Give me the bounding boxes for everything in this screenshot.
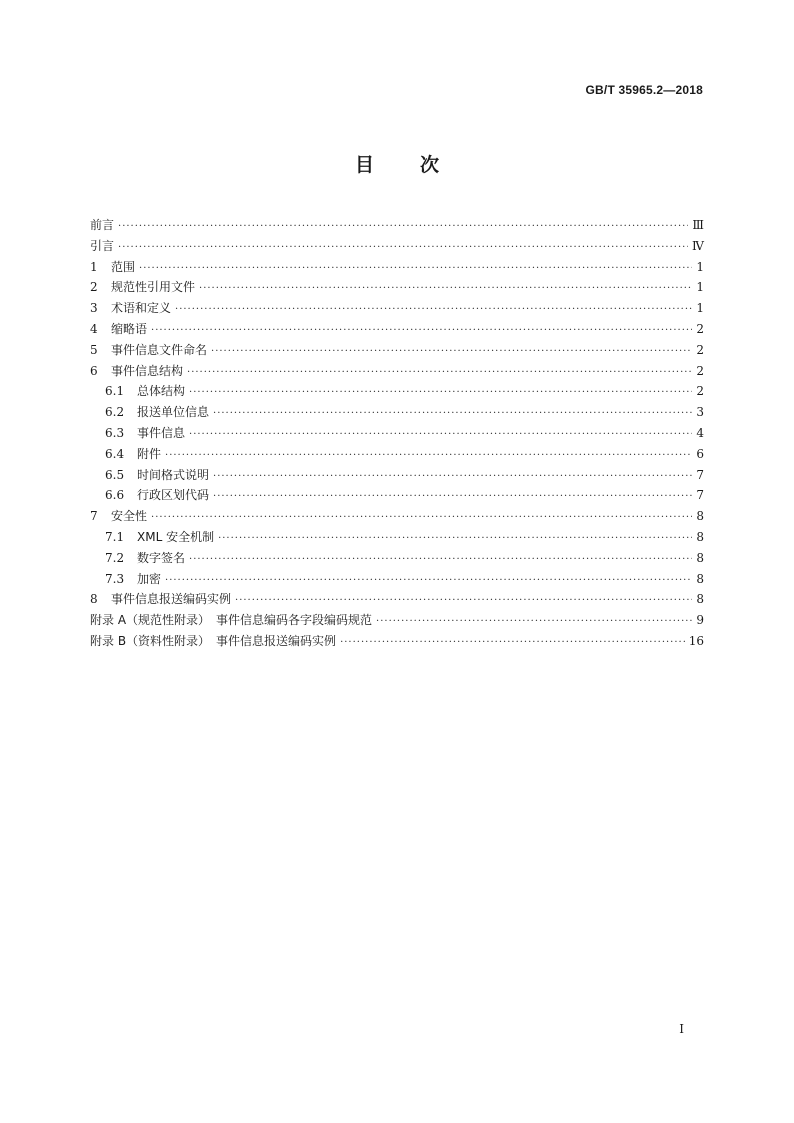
- toc-leader-dots: [151, 512, 692, 523]
- toc-entry[interactable]: [90, 320, 704, 341]
- toc-leader-dots: [211, 346, 692, 357]
- toc-entry-page: 8: [696, 509, 704, 524]
- toc-entry-number: 6.5: [105, 467, 125, 482]
- toc-entry[interactable]: [90, 278, 704, 299]
- toc-entry-title: 附录 B（资料性附录） 事件信息报送编码实例: [90, 633, 337, 648]
- toc-leader-dots: [213, 408, 692, 419]
- toc-entry[interactable]: [90, 507, 704, 528]
- toc-entry-title: 事件信息结构: [111, 363, 184, 378]
- toc-entry[interactable]: [90, 632, 704, 653]
- toc-entry[interactable]: [90, 403, 704, 424]
- toc-entry[interactable]: [90, 216, 704, 237]
- toc-entry-page: Ⅲ: [692, 218, 704, 232]
- toc-entry-number: 4: [90, 321, 98, 336]
- table-of-contents: [90, 216, 704, 653]
- toc-leader-dots: [189, 387, 692, 398]
- toc-entry-page: 1: [696, 301, 704, 316]
- toc-entry-title: XML 安全机制: [137, 529, 215, 544]
- toc-entry-number: 6.3: [105, 425, 125, 440]
- toc-entry-page: Ⅳ: [692, 238, 704, 253]
- toc-leader-dots: [118, 221, 688, 232]
- toc-entry-title: 加密: [137, 571, 162, 586]
- toc-entry[interactable]: [90, 549, 704, 570]
- toc-leader-dots: [218, 533, 692, 544]
- toc-entry-number: 5: [90, 342, 98, 357]
- toc-leader-dots: [151, 325, 692, 336]
- toc-entry-page: 16: [688, 633, 704, 648]
- toc-entry[interactable]: [90, 258, 704, 279]
- toc-entry-page: 2: [696, 363, 704, 378]
- toc-leader-dots: [118, 242, 688, 253]
- toc-entry-number: 7.3: [105, 571, 125, 586]
- toc-leader-dots: [235, 595, 692, 606]
- toc-entry-title: 事件信息文件命名: [111, 342, 208, 357]
- toc-entry[interactable]: [90, 570, 704, 591]
- toc-entry[interactable]: [90, 237, 704, 258]
- toc-entry[interactable]: [90, 362, 704, 383]
- toc-entry[interactable]: [90, 382, 704, 403]
- toc-entry-title: 术语和定义: [111, 301, 172, 316]
- toc-entry-page: 2: [696, 342, 704, 357]
- page-title: [0, 150, 794, 177]
- toc-entry-page: 2: [696, 321, 704, 336]
- toc-entry-page: 2: [696, 384, 704, 399]
- title-left-char: 目: [354, 154, 374, 176]
- page-folio: Ⅰ: [679, 1022, 684, 1036]
- toc-entry-title: 时间格式说明: [137, 467, 210, 482]
- toc-entry-number: 6.4: [105, 446, 125, 461]
- toc-entry-number: 6: [90, 363, 98, 378]
- toc-leader-dots: [213, 471, 692, 482]
- toc-entry-number: 1: [90, 259, 98, 274]
- toc-leader-dots: [199, 283, 692, 294]
- toc-entry-title: 行政区划代码: [137, 488, 210, 503]
- toc-entry-title: 前言: [90, 218, 115, 232]
- toc-entry-title: 数字签名: [137, 550, 186, 565]
- toc-entry-title: 总体结构: [137, 384, 186, 399]
- toc-entry-title: 规范性引用文件: [111, 280, 196, 295]
- toc-entry[interactable]: [90, 445, 704, 466]
- toc-leader-dots: [340, 637, 685, 648]
- toc-entry-page: 7: [696, 488, 704, 503]
- toc-entry-number: 8: [90, 592, 98, 607]
- toc-entry[interactable]: [90, 424, 704, 445]
- toc-leader-dots: [213, 491, 692, 502]
- toc-entry-title: 范围: [111, 259, 136, 274]
- toc-leader-dots: [189, 429, 692, 440]
- toc-entry-title: 事件信息: [137, 425, 186, 440]
- toc-entry[interactable]: [90, 590, 704, 611]
- title-right-char: 次: [420, 154, 440, 176]
- toc-entry-title: 缩略语: [111, 321, 148, 336]
- toc-leader-dots: [165, 575, 692, 586]
- toc-leader-dots: [165, 450, 692, 461]
- toc-entry-page: 9: [696, 613, 704, 628]
- toc-entry-page: 6: [696, 446, 704, 461]
- toc-entry-page: 8: [696, 592, 704, 607]
- toc-entry-page: 1: [696, 280, 704, 295]
- toc-entry-number: 6.6: [105, 488, 125, 503]
- toc-entry-page: 8: [696, 550, 704, 565]
- toc-entry-title: 引言: [90, 238, 115, 253]
- toc-leader-dots: [376, 616, 692, 627]
- toc-entry[interactable]: [90, 466, 704, 487]
- toc-entry-page: 1: [696, 259, 704, 274]
- toc-entry-number: 3: [90, 301, 98, 316]
- toc-entry-page: 8: [696, 529, 704, 544]
- toc-entry-page: 7: [696, 467, 704, 482]
- toc-entry[interactable]: [90, 341, 704, 362]
- toc-entry-number: 7.1: [105, 529, 125, 544]
- toc-entry-number: 7: [90, 509, 98, 524]
- toc-leader-dots: [189, 554, 692, 565]
- toc-entry-title: 报送单位信息: [137, 405, 210, 420]
- toc-entry[interactable]: [90, 299, 704, 320]
- toc-entry-title: 事件信息报送编码实例: [111, 592, 232, 607]
- toc-entry-title: 附录 A（规范性附录） 事件信息编码各字段编码规范: [90, 613, 373, 628]
- toc-entry-page: 3: [696, 405, 704, 420]
- toc-entry[interactable]: [90, 486, 704, 507]
- toc-entry-number: 2: [90, 280, 98, 295]
- toc-entry-title: 安全性: [111, 509, 148, 524]
- toc-entry-page: 8: [696, 571, 704, 586]
- toc-leader-dots: [175, 304, 692, 315]
- toc-entry[interactable]: [90, 528, 704, 549]
- toc-entry-number: 7.2: [105, 550, 125, 565]
- toc-entry[interactable]: [90, 611, 704, 632]
- toc-entry-number: 6.1: [105, 384, 125, 399]
- toc-leader-dots: [187, 367, 692, 378]
- toc-entry-title: 附件: [137, 446, 162, 461]
- toc-entry-number: 6.2: [105, 405, 125, 420]
- toc-leader-dots: [139, 263, 692, 274]
- toc-entry-page: 4: [696, 425, 704, 440]
- standard-code: GB/T 35965.2—2018: [585, 83, 703, 97]
